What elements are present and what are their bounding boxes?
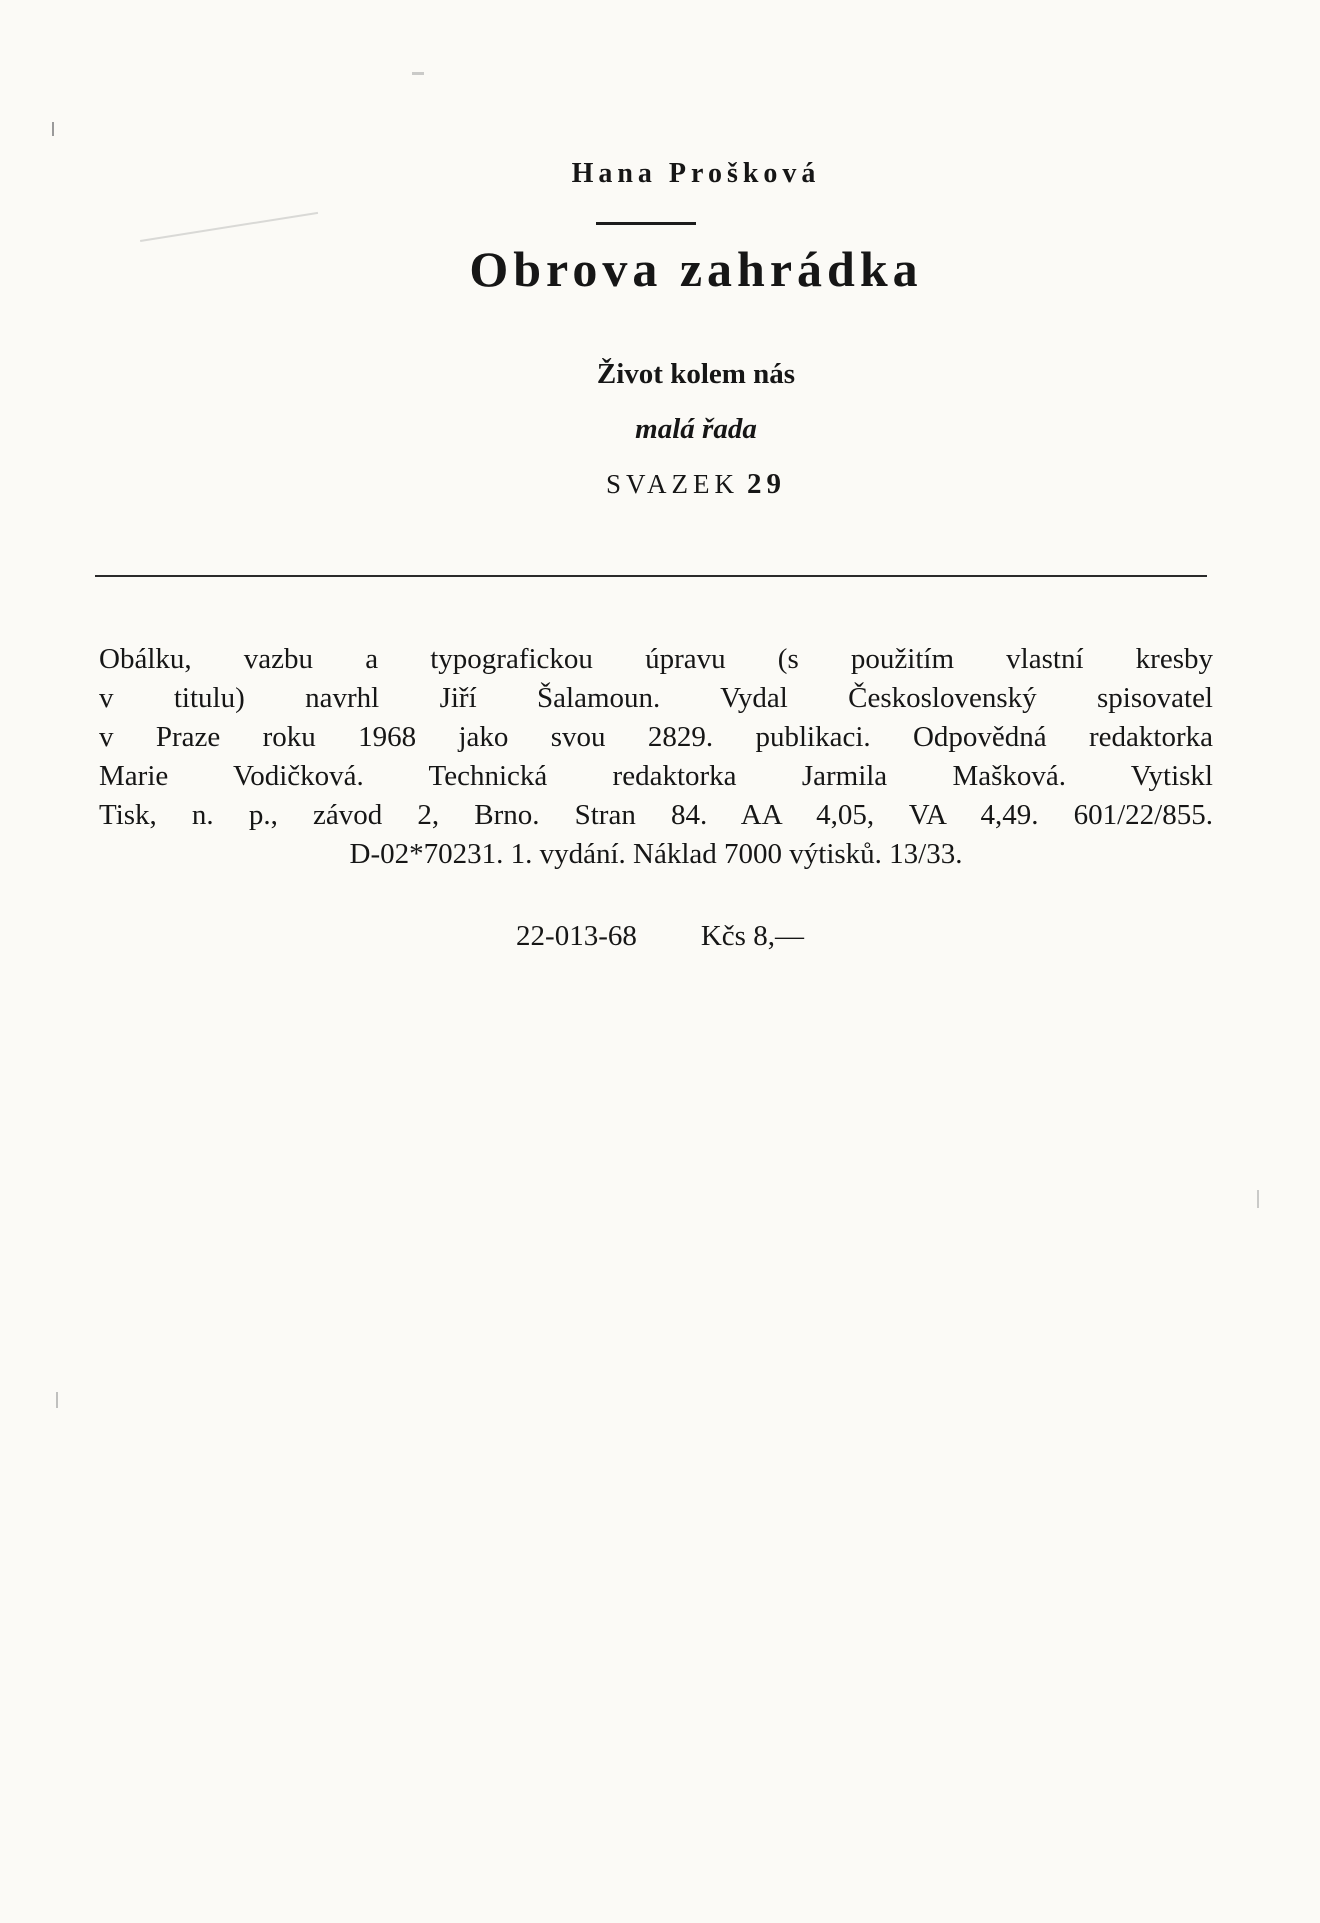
scan-speck xyxy=(1257,1190,1259,1208)
volume-line xyxy=(36,468,1320,501)
colophon-text xyxy=(99,640,1213,874)
title-divider xyxy=(596,222,696,225)
volume-label: SVAZEK xyxy=(605,469,740,499)
series-name: Život kolem nás xyxy=(596,358,796,390)
scan-speck xyxy=(56,1392,58,1408)
publication-code: 22-013-68 xyxy=(516,920,637,952)
colophon-line: Obálku, vazbu a typografickou úpravu (s použitím vlastní kresby xyxy=(99,643,1213,675)
author-name: Hana Prošková xyxy=(571,158,821,189)
book-title: Obrova zahrádka xyxy=(469,241,923,297)
price: Kčs 8,— xyxy=(700,920,804,952)
code-and-price xyxy=(0,920,1320,953)
colophon-line: v titulu) navrhl Jiří Šalamoun. Vydal Československý spisovatel xyxy=(99,682,1213,714)
scan-speck xyxy=(140,212,318,242)
subseries-name: malá řada xyxy=(635,413,757,445)
colophon-line: Tisk, n. p., závod 2, Brno. Stran 84. AA 4,05, VA 4,49. 601/22/855. xyxy=(99,799,1213,831)
scan-speck xyxy=(412,72,424,75)
scan-speck xyxy=(52,122,54,136)
volume-number: 29 xyxy=(747,468,787,500)
colophon-line: v Praze roku 1968 jako svou 2829. publikaci. Odpovědná redaktorka xyxy=(99,721,1213,753)
colophon-line: D-02*70231. 1. vydání. Náklad 7000 výtisků. 13/33. xyxy=(349,838,963,870)
colophon-line: Marie Vodičková. Technická redaktorka Jarmila Mašková. Vytiskl xyxy=(99,760,1213,792)
section-divider xyxy=(95,575,1207,577)
